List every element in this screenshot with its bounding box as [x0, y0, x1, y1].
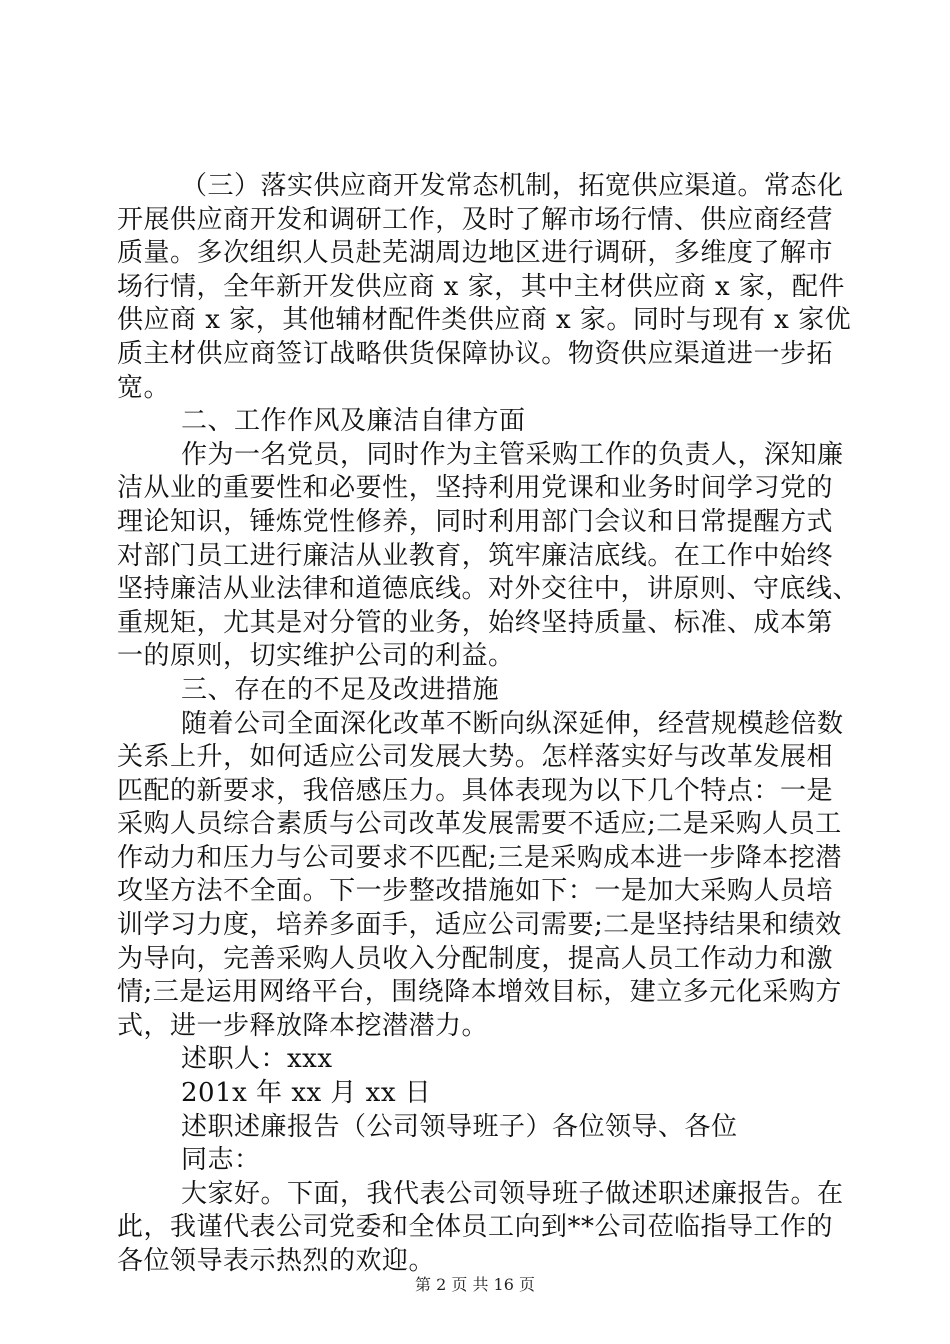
text-line: 作动力和压力与公司要求不匹配;三是采购成本进一步降本挖潜 [117, 842, 842, 873]
text-line: 对部门员工进行廉洁从业教育，筑牢廉洁底线。在工作中始终 [117, 540, 833, 571]
text-line: （三）落实供应商开发常态机制，拓宽供应渠道。常态化 [181, 171, 844, 201]
text-line: 重规矩，尤其是对分管的业务，始终坚持质量、标准、成本第 [117, 607, 833, 638]
text-line: 采购人员综合素质与公司改革发展需要不适应;二是采购人员工 [117, 809, 842, 840]
text-line: 攻坚方法不全面。下一步整改措施如下：一是加大采购人员培 [117, 876, 833, 907]
text-line: 三、存在的不足及改进措施 [181, 674, 500, 705]
text-line: 述职人：xxx [181, 1044, 333, 1075]
text-line: 此，我谨代表公司党委和全体员工向到**公司莅临指导工作的 [117, 1212, 834, 1243]
text-line: 201x 年 xx 月 xx 日 [181, 1078, 432, 1109]
text-line: 质量。多次组织人员赴芜湖周边地区进行调研，多维度了解市 [117, 238, 833, 269]
text-line: 质主材供应商签订战略供货保障协议。物资供应渠道进一步拓 [117, 338, 833, 369]
text-line: 一的原则，切实维护公司的利益。 [117, 641, 515, 672]
text-line: 场行情，全年新开发供应商 x 家，其中主材供应商 x 家，配件 [117, 271, 845, 302]
text-line: 同志： [181, 1145, 261, 1176]
document-body [117, 170, 860, 1279]
text-line: 宽。 [117, 372, 171, 403]
text-line: 洁从业的重要性和必要性，坚持利用党课和业务时间学习党的 [117, 473, 833, 504]
text-line: 作为一名党员，同时作为主管采购工作的负责人，深知廉 [181, 439, 844, 470]
text-line: 训学习力度，培养多面手，适应公司需要;二是坚持结果和绩效 [117, 910, 842, 941]
text-line: 关系上升，如何适应公司发展大势。怎样落实好与改革发展相 [117, 742, 833, 773]
page-footer: 第 2 页 共 16 页 [415, 1275, 535, 1294]
text-line: 述职述廉报告（公司领导班子）各位领导、各位 [181, 1111, 738, 1142]
text-line: 理论知识，锤炼党性修养，同时利用部门会议和日常提醒方式 [117, 506, 833, 537]
text-line: 坚持廉洁从业法律和道德底线。对外交往中，讲原则、守底线、 [117, 574, 860, 605]
text-line: 开展供应商开发和调研工作，及时了解市场行情、供应商经营 [117, 204, 833, 235]
text-line: 情;三是运用网络平台，围绕降本增效目标，建立多元化采购方 [117, 977, 842, 1008]
text-line: 供应商 x 家，其他辅材配件类供应商 x 家。同时与现有 x 家优 [117, 305, 852, 336]
text-line: 大家好。下面，我代表公司领导班子做述职述廉报告。在 [181, 1178, 844, 1209]
text-line: 各位领导表示热烈的欢迎。 [117, 1246, 436, 1276]
text-line: 随着公司全面深化改革不断向纵深延伸，经营规模趁倍数 [181, 708, 844, 739]
text-line: 匹配的新要求，我倍感压力。具体表现为以下几个特点：一是 [117, 775, 833, 806]
text-line: 为导向，完善采购人员收入分配制度，提高人员工作动力和激 [117, 943, 833, 974]
text-line: 式，进一步释放降本挖潜潜力。 [117, 1010, 489, 1041]
text-line: 二、工作作风及廉洁自律方面 [181, 406, 526, 437]
